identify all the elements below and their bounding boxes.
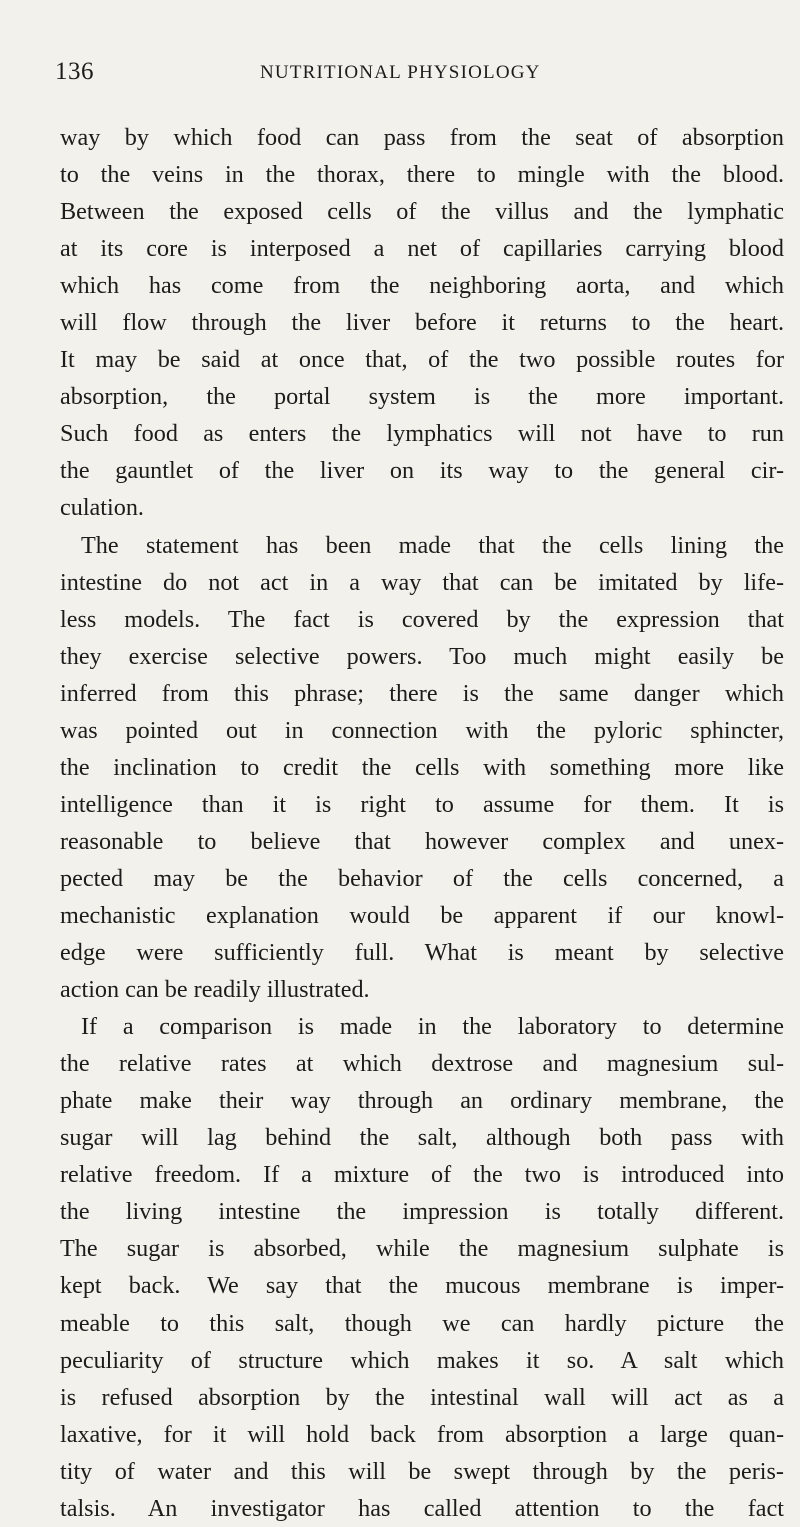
page-number: 136: [55, 58, 94, 85]
text-line: which has come from the neighboring aorta, and which: [60, 272, 784, 300]
body-text: [60, 119, 784, 1527]
text-line: talsis. An investigator has called attention to the fact: [60, 1494, 784, 1522]
text-line: phate make their way through an ordinary membrane, the: [60, 1087, 784, 1115]
text-line: will flow through the liver before it returns to the heart.: [60, 309, 784, 337]
text-line: Such food as enters the lymphatics will not have to run: [60, 420, 784, 448]
text-line: the relative rates at which dextrose and magnesium sul-: [60, 1050, 784, 1078]
text-line: at its core is interposed a net of capillaries carrying blood: [60, 235, 784, 263]
text-line: If a comparison is made in the laboratory to determine: [81, 1013, 784, 1041]
text-line: sugar will lag behind the salt, although both pass with: [60, 1124, 784, 1152]
text-line: reasonable to believe that however complex and unex-: [60, 827, 784, 855]
text-line: the gauntlet of the liver on its way to the general cir-: [60, 457, 784, 485]
running-head: NUTRITIONAL PHYSIOLOGY: [260, 62, 541, 83]
text-line: The statement has been made that the cells lining the: [81, 531, 784, 559]
text-line: It may be said at once that, of the two possible routes for: [60, 346, 784, 374]
text-line: way by which food can pass from the seat of absorption: [60, 124, 784, 151]
text-line: less models. The fact is covered by the expression that: [60, 605, 784, 633]
text-line: intestine do not act in a way that can be imitated by life-: [60, 568, 784, 596]
text-line: was pointed out in connection with the pyloric sphincter,: [60, 716, 784, 744]
text-line: inferred from this phrase; there is the same danger which: [60, 679, 784, 707]
text-line: kept back. We say that the mucous membrane is imper-: [60, 1272, 784, 1300]
text-line: peculiarity of structure which makes it so. A salt which: [60, 1346, 784, 1374]
text-line: they exercise selective powers. Too much might easily be: [60, 642, 784, 670]
text-line: meable to this salt, though we can hardly picture the: [60, 1309, 784, 1337]
text-line: action can be readily illustrated.: [60, 976, 370, 1004]
text-line: absorption, the portal system is the more important.: [60, 383, 784, 411]
text-line: relative freedom. If a mixture of the two is introduced into: [60, 1161, 784, 1189]
text-line: mechanistic explanation would be apparent if our knowl-: [60, 901, 784, 929]
text-line: edge were sufficiently full. What is meant by selective: [60, 939, 784, 967]
text-line: Between the exposed cells of the villus and the lymphatic: [60, 198, 784, 226]
text-line: the inclination to credit the cells with something more like: [60, 753, 784, 781]
text-line: pected may be the behavior of the cells concerned, a: [60, 864, 784, 892]
text-line: culation.: [60, 494, 144, 522]
text-line: laxative, for it will hold back from absorption a large quan-: [60, 1420, 784, 1448]
text-line: The sugar is absorbed, while the magnesium sulphate is: [60, 1235, 784, 1263]
text-line: is refused absorption by the intestinal wall will act as a: [60, 1383, 784, 1411]
text-line: tity of water and this will be swept through by the peris-: [60, 1457, 784, 1485]
text-line: to the veins in the thorax, there to mingle with the blood.: [60, 161, 784, 189]
text-line: intelligence than it is right to assume for them. It is: [60, 790, 784, 818]
page-header: [55, 58, 745, 92]
text-line: the living intestine the impression is totally different.: [60, 1198, 784, 1226]
